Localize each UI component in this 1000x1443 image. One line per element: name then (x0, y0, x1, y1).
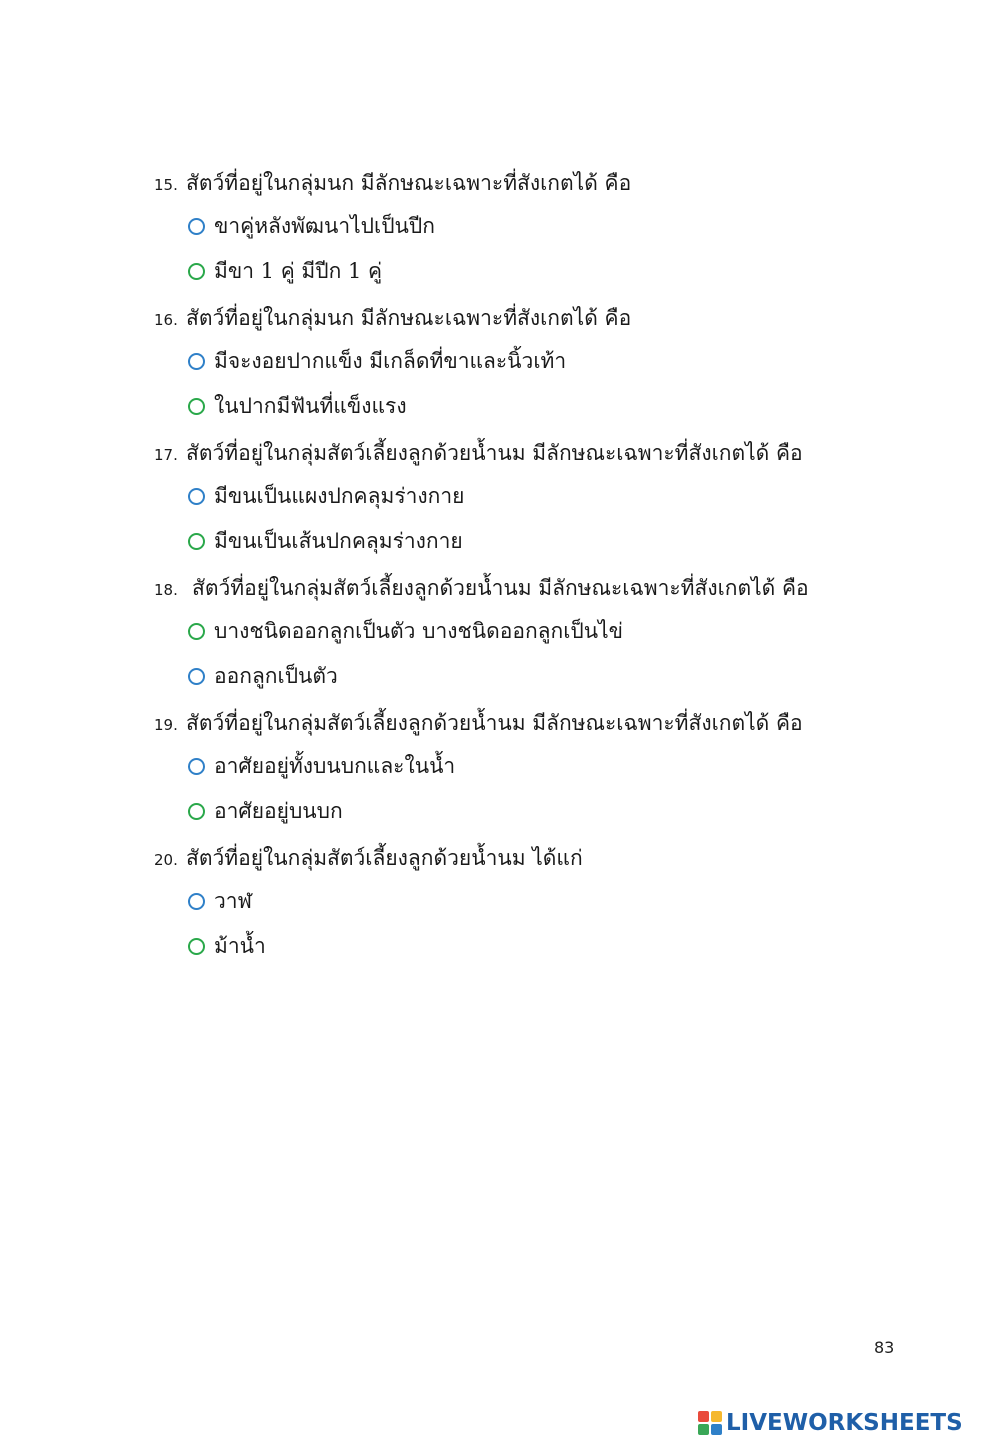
question-16-option-1[interactable] (188, 346, 566, 376)
question-17-option-2[interactable] (188, 526, 463, 556)
question-15-option-1[interactable] (188, 211, 435, 241)
liveworksheets-logo-icon (698, 1411, 722, 1435)
question-19 (154, 709, 803, 739)
question-16 (154, 304, 631, 334)
liveworksheets-brand (698, 1408, 963, 1438)
question-16-option-2[interactable] (188, 391, 407, 421)
radio-button-icon[interactable] (188, 758, 205, 775)
question-20-option-2[interactable] (188, 931, 266, 961)
option-label: มีขนเป็นแผงปกคลุมร่างกาย (214, 483, 465, 508)
option-label: บางชนิดออกลูกเป็นตัว บางชนิดออกลูกเป็นไข่ (214, 618, 624, 643)
option-label: ออกลูกเป็นตัว (214, 663, 338, 688)
radio-button-icon[interactable] (188, 893, 205, 910)
radio-button-icon[interactable] (188, 938, 205, 955)
question-18-option-1[interactable] (188, 616, 623, 646)
radio-button-icon[interactable] (188, 488, 205, 505)
option-label: มีขา 1 คู่ มีปีก 1 คู่ (214, 258, 383, 283)
question-text: สัตว์ที่อยู่ในกลุ่มสัตว์เลี้ยงลูกด้วยน้ำนม ได้แก่ (186, 846, 583, 870)
question-number: 18. (154, 581, 178, 599)
question-text: สัตว์ที่อยู่ในกลุ่มสัตว์เลี้ยงลูกด้วยน้ำนม มีลักษณะเฉพาะที่สังเกตได้ คือ (192, 576, 809, 600)
option-label: อาศัยอยู่บนบก (214, 798, 343, 823)
question-number: 16. (154, 311, 178, 329)
question-20-option-1[interactable] (188, 886, 252, 916)
question-number: 20. (154, 851, 178, 869)
radio-button-icon[interactable] (188, 218, 205, 235)
question-17 (154, 439, 803, 469)
question-18-option-2[interactable] (188, 661, 338, 691)
question-text: สัตว์ที่อยู่ในกลุ่มนก มีลักษณะเฉพาะที่สังเกตได้ คือ (186, 171, 632, 195)
question-number: 17. (154, 446, 178, 464)
brand-name: LIVEWORKSHEETS (726, 1410, 963, 1436)
option-label: มีจะงอยปากแข็ง มีเกล็ดที่ขาและนิ้วเท้า (214, 348, 567, 373)
option-label: มีขนเป็นเส้นปกคลุมร่างกาย (214, 528, 463, 553)
question-19-option-1[interactable] (188, 751, 455, 781)
radio-button-icon[interactable] (188, 803, 205, 820)
option-label: วาฬ (214, 888, 252, 913)
question-number: 19. (154, 716, 178, 734)
question-15-option-2[interactable] (188, 256, 382, 286)
question-number: 15. (154, 176, 178, 194)
option-label: อาศัยอยู่ทั้งบนบกและในน้ำ (214, 753, 456, 778)
question-text: สัตว์ที่อยู่ในกลุ่มสัตว์เลี้ยงลูกด้วยน้ำนม มีลักษณะเฉพาะที่สังเกตได้ คือ (186, 441, 803, 465)
option-label: ขาคู่หลังพัฒนาไปเป็นปีก (214, 213, 435, 238)
radio-button-icon[interactable] (188, 533, 205, 550)
question-15 (154, 169, 631, 199)
question-text: สัตว์ที่อยู่ในกลุ่มสัตว์เลี้ยงลูกด้วยน้ำนม มีลักษณะเฉพาะที่สังเกตได้ คือ (186, 711, 803, 735)
question-text: สัตว์ที่อยู่ในกลุ่มนก มีลักษณะเฉพาะที่สังเกตได้ คือ (186, 306, 632, 330)
option-label: ม้าน้ำ (214, 933, 266, 958)
option-label: ในปากมีฟันที่แข็งแรง (214, 393, 407, 418)
page-number: 83 (874, 1338, 895, 1357)
question-17-option-1[interactable] (188, 481, 464, 511)
question-20 (154, 844, 583, 874)
radio-button-icon[interactable] (188, 668, 205, 685)
radio-button-icon[interactable] (188, 263, 205, 280)
question-19-option-2[interactable] (188, 796, 343, 826)
radio-button-icon[interactable] (188, 398, 205, 415)
question-18 (154, 574, 809, 604)
radio-button-icon[interactable] (188, 353, 205, 370)
radio-button-icon[interactable] (188, 623, 205, 640)
